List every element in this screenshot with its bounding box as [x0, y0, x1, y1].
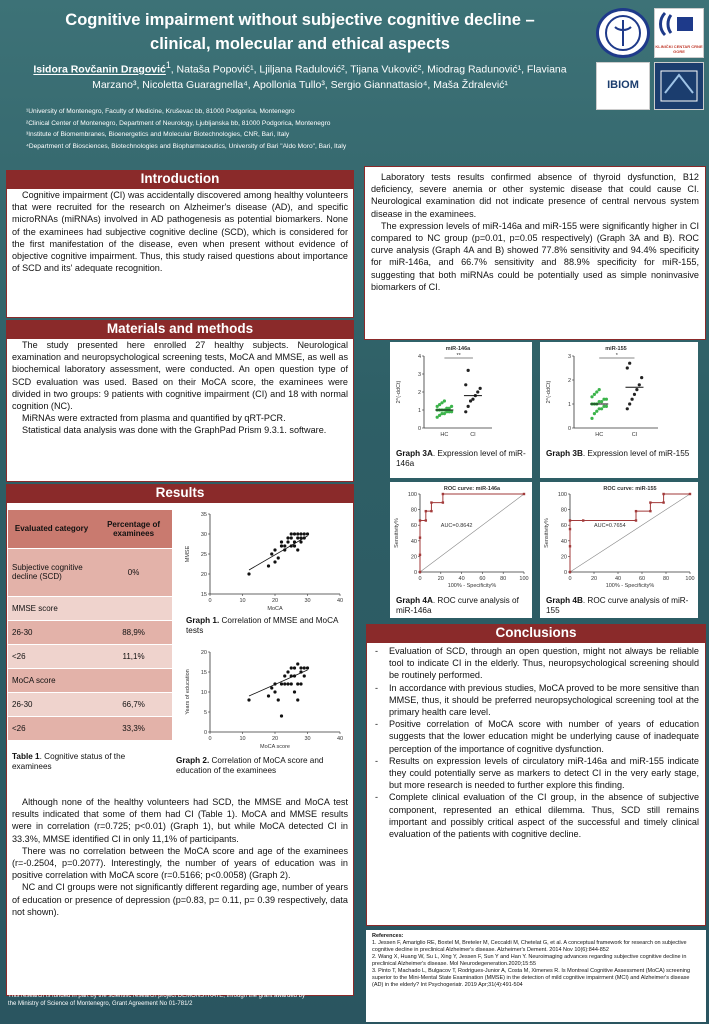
x-tick-label: 30: [304, 598, 311, 604]
table-cell-value: 0%: [95, 548, 172, 596]
y-axis-label: Sensitivity%: [394, 518, 400, 548]
data-point: [450, 405, 453, 408]
reference-diagonal: [570, 494, 690, 572]
y-tick-label: 2: [417, 390, 421, 396]
table-header-category: Evaluated category: [8, 510, 95, 548]
data-point: [450, 410, 453, 413]
graph4b-box: [540, 482, 698, 618]
data-point: [467, 369, 470, 372]
roc-point: [635, 519, 637, 521]
y-tick-label: 100: [407, 492, 417, 498]
graph1-caption-text: Correlation of MMSE and MoCA tests: [186, 616, 338, 635]
data-point: [293, 690, 296, 693]
lead-author-sup: 1: [165, 60, 171, 70]
data-point: [593, 412, 596, 415]
y-tick-label: 60: [560, 523, 567, 530]
table-caption: [12, 752, 162, 772]
results-text-3: NC and CI groups were not significantly different regarding age, number of years of education or presence of depression (p=0.83, p= 0.11, p= 0.39 respectively, data not shown).: [12, 882, 348, 917]
x-tick-label: 80: [662, 576, 670, 582]
category-label: CI: [631, 432, 638, 438]
affiliation: ³Institute of Biomembranes, Bioenergetics and Molecular Biotechnologies, CNR, Bari, Italy: [26, 131, 290, 138]
graph3a-caption: [390, 447, 532, 471]
graph2-chart: [180, 644, 350, 752]
data-point: [293, 544, 296, 547]
roc-point: [569, 545, 571, 547]
data-point: [479, 387, 482, 390]
data-point: [273, 682, 276, 685]
data-point: [628, 362, 631, 365]
roc-point: [582, 519, 584, 521]
conclusions-panel: [366, 642, 706, 926]
y-tick-label: 0: [567, 426, 571, 432]
clinical-center-logo-text: KLINIČKI CENTAR CRNE GORE: [655, 44, 703, 54]
x-tick-label: 20: [437, 576, 444, 582]
y-tick-label: 30: [200, 532, 207, 538]
data-point: [293, 666, 296, 669]
data-point: [303, 666, 306, 669]
y-tick-label: 5: [203, 710, 207, 716]
x-tick-label: 80: [500, 576, 507, 582]
data-point: [299, 540, 302, 543]
introduction-text: Cognitive impairment (CI) was accidentally discovered among healthy volunteers that were recruited for the research on Alzheimer's disease (AD), and specific microRNAs (miRNAs) involved in AD pathogenesis as potential biomarkers. None of the examinees had subjective cognitive decline (SCD), which is considered for the first manifestation of the disease, even when present without evidence of objective cognitive impairment. Thus, this study raised questions about importance of SCD and its' adequate recognition.: [12, 190, 348, 274]
data-point: [296, 698, 299, 701]
x-tick-label: 40: [336, 736, 344, 742]
graph4a-caption: [390, 595, 532, 617]
roc-point: [569, 519, 571, 521]
data-point: [306, 532, 309, 535]
data-point: [286, 540, 289, 543]
graph3a-caption-label: Graph 3A: [396, 449, 433, 458]
data-point: [273, 560, 276, 563]
table-cell-label: Subjective cognitive decline (SCD): [8, 548, 95, 596]
table-cell-value: 11,1%: [95, 644, 172, 668]
roc-point: [569, 528, 571, 530]
graph3b-caption-text: . Expression level of miR-155: [582, 449, 690, 458]
roc-point: [662, 493, 664, 495]
other-authors: , Nataša Popović¹, Ljiljana Radulović², Tijana Vuković², Miodrag Radunović¹, Flaviana Marzano³, Nicoletta Guaragnella⁴, Apollonia Tullo³, Sergio Giannattasio⁴, Maša Ždralević¹: [92, 63, 567, 91]
category-label: HC: [595, 432, 604, 438]
data-point: [283, 544, 286, 547]
y-tick-label: 20: [200, 572, 207, 578]
y-tick-label: 60: [410, 523, 417, 530]
x-tick-label: 40: [614, 576, 622, 582]
table-cell-value: 88,9%: [95, 620, 172, 644]
auc-label: AUC=0.8642: [440, 522, 473, 529]
data-point: [598, 388, 601, 391]
data-point: [280, 682, 283, 685]
y-tick-label: 1: [567, 402, 571, 408]
authors: [10, 58, 590, 93]
y-axis-label: 2^(-ddCt): [396, 380, 402, 404]
data-point: [464, 410, 467, 413]
results-text-2: There was no correlation between the MoCA score and age of the examinees (r=-0.2504, p=0.2077). Interestingly, the number of years of education was in positive correlation with MoCA score (r=0.5166; p<0.0058) (Graph 2).: [12, 845, 348, 881]
data-point: [605, 405, 608, 408]
data-point: [290, 544, 293, 547]
data-point: [605, 398, 608, 401]
data-point: [290, 536, 293, 539]
data-point: [277, 698, 280, 701]
graph1-caption-label: Graph 1.: [186, 616, 220, 625]
data-point: [633, 393, 636, 396]
y-tick-label: 80: [410, 507, 417, 514]
lab-results-panel: [364, 166, 706, 340]
roc-point: [425, 519, 427, 521]
y-tick-label: 4: [417, 354, 421, 360]
x-tick-label: 0: [418, 576, 422, 582]
reference-diagonal: [420, 494, 524, 572]
table-cell-value: [95, 596, 172, 620]
reference-item: 3. Pinto T, Machado L, Bulgacov T, Rodrigues-Junior A, Costa M, Ximenes R. Is Montreal Cognitive Assessment (MoCA) screening superior to the Mini-Mental State Examination (MMSE) in the detection of mild cognitive impairment (MCI) and Alzheimer's disease (AD) in the elderly? Int Psychogeriatr. 2019 Apr;31(4):491-504: [372, 968, 691, 988]
data-point: [464, 383, 467, 386]
graph4a-caption-label: Graph 4A: [396, 596, 433, 605]
table-cell-label: MoCA score: [8, 668, 95, 692]
y-axis-label: 2^(-ddCt): [546, 380, 552, 404]
x-tick-label: 0: [568, 576, 572, 582]
graph2-caption-label: Graph 2.: [176, 756, 210, 765]
affiliation: ²Clinical Center of Montenegro, Department of Neurology, Ljubljanska bb, 81000 Podgorica, Montenegro: [26, 119, 331, 127]
chart-title: miR-146a: [445, 346, 471, 352]
y-tick-label: 3: [567, 354, 571, 360]
conclusion-item: - Complete clinical evaluation of the CI group, in the absence of subjective component, represented an ethical dilemma. Thus, SCD still remains important and possibly critical aspect of the successful and timely clinical evaluation of the patients with cognitive decline.: [369, 791, 699, 840]
data-point: [306, 666, 309, 669]
table-cell-label: <26: [8, 716, 95, 740]
data-point: [283, 682, 286, 685]
x-tick-label: 0: [208, 598, 212, 604]
data-point: [593, 393, 596, 396]
affiliation: ¹University of Montenegro, Faculty of Medicine, Kruševac bb, 81000 Podgorica, Montenegro: [26, 108, 295, 115]
x-tick-label: 20: [271, 736, 279, 742]
y-tick-label: 0: [563, 570, 567, 576]
x-tick-label: 100: [685, 576, 695, 582]
y-axis-label: Sensitivity%: [544, 518, 550, 548]
data-point: [280, 714, 283, 717]
roc-point: [569, 571, 571, 573]
reference-item: 1. Jessen F, Amariglio RE, Boxtel M, Breteler M, Ceccaldi M, Chetelat G, et al. A conceptual framework for research on subjective cognitive decline in preclinical Alzheimer's disease. Alzheimer's Dement. 2014 Nov 10(6):844-852: [372, 940, 687, 953]
x-tick-label: 30: [304, 736, 311, 742]
x-tick-label: 40: [336, 598, 344, 604]
data-point: [286, 536, 289, 539]
reference-item: 2. Wang X, Huang W, Su L, Xing Y, Jessen F, Sun Y and Han Y. Neuroimaging advances regarding subjective cognitive decline in preclinical Alzheimer's disease. Mol Neurodegeneration.2020;15:55: [372, 954, 687, 967]
data-point: [283, 548, 286, 551]
x-tick-label: 10: [239, 736, 246, 742]
x-tick-label: 60: [638, 576, 646, 582]
x-axis-label: 100% - Specificity%: [605, 583, 655, 589]
x-tick-label: 20: [271, 598, 279, 604]
lab-text-2: The expression levels of miR-146a and miR-155 were significantly higher in CI compared to NC group (p=0.01, p=0.05 respectively) (Graph 3A and B). ROC curve analysis (Graph 4A and B) showed 77.8% sensitivity and 94.4% specificity for miR-146a, and 66.7% sensitivity and 88.9% specificity for miR-155, suggesting that both miRNAs could be potentially used as simple noninvasive biomarkers of CI.: [371, 220, 699, 292]
roc-point: [689, 493, 691, 495]
graph4a-chart: [390, 482, 532, 590]
roc-point: [430, 501, 432, 503]
methods-text-2: MiRNAs were extracted from plasma and quantified by qRT-PCR.: [22, 413, 286, 424]
data-point: [299, 670, 302, 673]
methods-panel: [6, 338, 354, 482]
roc-point: [419, 554, 421, 556]
university-logo: [596, 8, 650, 58]
ibiom-logo: [596, 62, 650, 110]
y-tick-label: 10: [200, 690, 207, 696]
table-cell-label: 26-30: [8, 692, 95, 716]
conclusion-item: - Positive correlation of MoCA score with number of years of education suggests that the lower education might be underlying cause of inadequate perception of the importance of cognitive dysfunction.: [369, 718, 699, 755]
data-point: [299, 682, 302, 685]
table-header-percentage: Percentage of examinees: [95, 510, 172, 548]
data-point: [286, 670, 289, 673]
data-point: [635, 388, 638, 391]
conclusion-item: - In accordance with previous studies, MoCA proved to be more sensitive than MMSE, thus, it should be preferred neuropsychological screening tool at the primary health care level.: [369, 682, 699, 719]
y-tick-label: 40: [560, 538, 567, 545]
chart-title: ROC curve: miR-155: [603, 486, 657, 492]
graph3b-chart: [540, 342, 698, 442]
methods-heading: Materials and methods: [6, 320, 354, 338]
y-tick-label: 15: [200, 592, 207, 598]
roc-point: [419, 571, 421, 573]
data-point: [590, 417, 593, 420]
significance-label: **: [456, 353, 461, 359]
data-point: [273, 690, 276, 693]
roc-point: [419, 519, 421, 521]
graph4b-caption: [540, 595, 698, 617]
graph1-chart: [180, 506, 350, 614]
table-cell-label: MMSE score: [8, 596, 95, 620]
y-tick-label: 3: [417, 372, 421, 378]
x-axis-label: MoCA: [267, 606, 283, 612]
introduction-panel: [6, 188, 354, 318]
graph3b-box: [540, 342, 698, 478]
introduction-heading: Introduction: [6, 170, 354, 188]
data-point: [293, 532, 296, 535]
roc-point: [419, 536, 421, 538]
data-point: [595, 390, 598, 393]
table-cell-value: 33,3%: [95, 716, 172, 740]
graph2-caption: [176, 756, 346, 776]
graph3a-caption-text: . Expression level of miR-146a: [396, 449, 526, 468]
data-point: [277, 556, 280, 559]
data-point: [595, 410, 598, 413]
cognitive-status-table: [8, 510, 172, 741]
results-text-1: Although none of the healthy volunteers had SCD, the MMSE and MoCA test results indicated that some of them had CI (Table 1). MoCA and MMSE results were in correlation (r=0.725; p<0.01) (Graph 1), but while MoCA detected CI in 33.3%, MMSE identified CI in only 11,1% of participants.: [12, 797, 348, 844]
funding-footnote: This research is funded in part by the scientific research project DEMONSTRATE, through the grant awarded by the Ministry of Science of Montenegro, Grant Agreement No 01-781/2: [8, 993, 306, 1007]
title-line-1: Cognitive impairment without subjective cognitive decline –: [65, 11, 535, 29]
poster-title: [10, 8, 590, 56]
references-heading: References:: [372, 933, 404, 939]
graph2-caption-text: Correlation of MoCA score and education of the examinees: [176, 756, 324, 775]
y-axis-label: MMSE: [185, 545, 191, 563]
data-point: [286, 682, 289, 685]
data-point: [270, 686, 273, 689]
table-caption-label: Table 1: [12, 752, 40, 761]
data-point: [296, 548, 299, 551]
data-point: [638, 383, 641, 386]
data-point: [273, 548, 276, 551]
roc-point: [649, 501, 651, 503]
data-point: [303, 674, 306, 677]
affiliations: [26, 106, 586, 152]
results-heading: Results: [6, 484, 354, 502]
graph3a-chart: [390, 342, 532, 442]
data-point: [626, 407, 629, 410]
roc-point: [430, 510, 432, 512]
data-point: [476, 390, 479, 393]
results-text: [12, 796, 348, 918]
methods-text-3: Statistical data analysis was done with the GraphPad Prism 9.3.1. software.: [22, 425, 327, 436]
data-point: [290, 532, 293, 535]
data-point: [630, 398, 633, 401]
y-tick-label: 0: [417, 426, 421, 432]
data-point: [443, 399, 446, 402]
data-point: [600, 400, 603, 403]
conclusion-item: - Results on expression levels of circulatory miR-146a and miR-155 indicate they could potentially serve as markers to detect CI in the very early stage, but more research is needed to further explore this finding.: [369, 755, 699, 792]
table-cell-value: [95, 668, 172, 692]
references-panel: [366, 930, 706, 1022]
title-line-2: clinical, molecular and ethical aspects: [150, 35, 450, 53]
data-point: [280, 540, 283, 543]
data-point: [290, 674, 293, 677]
graph4a-caption-text: . ROC curve analysis of miR-146a: [396, 596, 519, 615]
table-cell-value: 66,7%: [95, 692, 172, 716]
graph3b-caption-label: Graph 3B: [546, 449, 583, 458]
data-point: [303, 532, 306, 535]
data-point: [296, 536, 299, 539]
chart-title: ROC curve: miR-146a: [443, 486, 501, 492]
table-caption-text: . Cognitive status of the examinees: [12, 752, 126, 771]
data-point: [296, 532, 299, 535]
graph3a-box: [390, 342, 532, 478]
data-point: [467, 405, 470, 408]
data-point: [600, 407, 603, 410]
y-tick-label: 15: [200, 670, 207, 676]
affiliation: ⁴Department of Biosciences, Biotechnologies and Biopharmaceutics, University of Bari "Aldo Moro", Bari, Italy: [26, 142, 347, 150]
y-tick-label: 25: [200, 552, 207, 558]
y-tick-label: 0: [203, 730, 207, 736]
roc-point: [425, 510, 427, 512]
regression-line: [249, 536, 308, 570]
data-point: [299, 666, 302, 669]
graph4b-caption-text: . ROC curve analysis of miR-155: [546, 596, 689, 615]
roc-point: [635, 510, 637, 512]
data-point: [267, 564, 270, 567]
graph1-caption: [186, 616, 346, 636]
data-point: [296, 662, 299, 665]
roc-point: [442, 501, 444, 503]
lead-author: Isidora Rovčanin Dragović: [33, 63, 166, 76]
y-tick-label: 35: [200, 512, 207, 518]
data-point: [293, 674, 296, 677]
x-axis-label: 100% - Specificity%: [447, 583, 497, 589]
lab-text-1: Laboratory tests results confirmed absence of thyroid dysfunction, B12 deficiency, severe anemia or other systemic disease that could cause CI. Neurological examination did not indicate presence of central nervous system disease in the examinees.: [371, 172, 699, 219]
data-point: [299, 532, 302, 535]
ibiom-logo-text: IBIOM: [607, 79, 639, 91]
y-tick-label: 40: [410, 538, 417, 545]
university-bari-logo: [654, 62, 704, 110]
table-cell-label: 26-30: [8, 620, 95, 644]
x-tick-label: 10: [239, 598, 246, 604]
conclusion-item: - Evaluation of SCD, through an open question, might not always be reliable tool to indicate CI in the elderly. Thus, neuropsychological screening should be routinely performed.: [369, 645, 699, 682]
graph4a-box: [390, 482, 532, 618]
data-point: [303, 536, 306, 539]
x-tick-label: 60: [479, 576, 486, 582]
category-label: CI: [470, 432, 476, 438]
roc-point: [523, 493, 525, 495]
y-axis-label: Years of education: [185, 669, 191, 715]
data-point: [290, 666, 293, 669]
y-tick-label: 20: [200, 650, 207, 656]
data-point: [626, 366, 629, 369]
y-tick-label: 2: [567, 378, 571, 384]
data-point: [247, 572, 250, 575]
y-tick-label: 1: [417, 408, 421, 414]
y-tick-label: 100: [557, 492, 567, 498]
graph4b-caption-label: Graph 4B: [546, 596, 583, 605]
clinical-center-logo: [654, 8, 704, 58]
graph4b-chart: [540, 482, 698, 590]
data-point: [270, 552, 273, 555]
chart-title: miR-155: [605, 346, 627, 352]
data-point: [283, 674, 286, 677]
data-point: [280, 544, 283, 547]
category-label: HC: [440, 432, 449, 438]
y-tick-label: 80: [560, 507, 567, 514]
methods-text-1: The study presented here enrolled 27 healthy subjects. Neurological examination and neuropsychological screening tests, MoCA and MMSE, as well as biochemical laboratory assessment, were conducted. An open question type of SCD evaluation was used. Based on their MoCA score, the examinees were divided in two groups: 9 patients with cognitive impairment (CI) and 18 with normal cognition (NC).: [12, 340, 348, 412]
significance-label: *: [615, 353, 618, 359]
data-point: [247, 698, 250, 701]
data-point: [293, 540, 296, 543]
data-point: [290, 682, 293, 685]
table-cell-label: <26: [8, 644, 95, 668]
y-tick-label: 20: [410, 554, 417, 561]
y-tick-label: 20: [560, 554, 567, 561]
data-point: [299, 536, 302, 539]
roc-point: [662, 501, 664, 503]
x-tick-label: 0: [208, 736, 212, 742]
data-point: [640, 376, 643, 379]
x-tick-label: 100: [519, 576, 529, 582]
data-point: [471, 398, 474, 401]
auc-label: AUC=0.7654: [594, 522, 626, 529]
data-point: [296, 682, 299, 685]
roc-point: [649, 510, 651, 512]
x-tick-label: 20: [590, 576, 598, 582]
y-tick-label: 0: [413, 570, 417, 576]
graph3b-caption: [540, 447, 698, 461]
data-point: [628, 402, 631, 405]
roc-point: [442, 493, 444, 495]
conclusions-heading: Conclusions: [366, 624, 706, 642]
x-axis-label: MoCA score: [260, 744, 290, 750]
x-tick-label: 40: [458, 576, 465, 582]
data-point: [590, 395, 593, 398]
data-point: [267, 694, 270, 697]
